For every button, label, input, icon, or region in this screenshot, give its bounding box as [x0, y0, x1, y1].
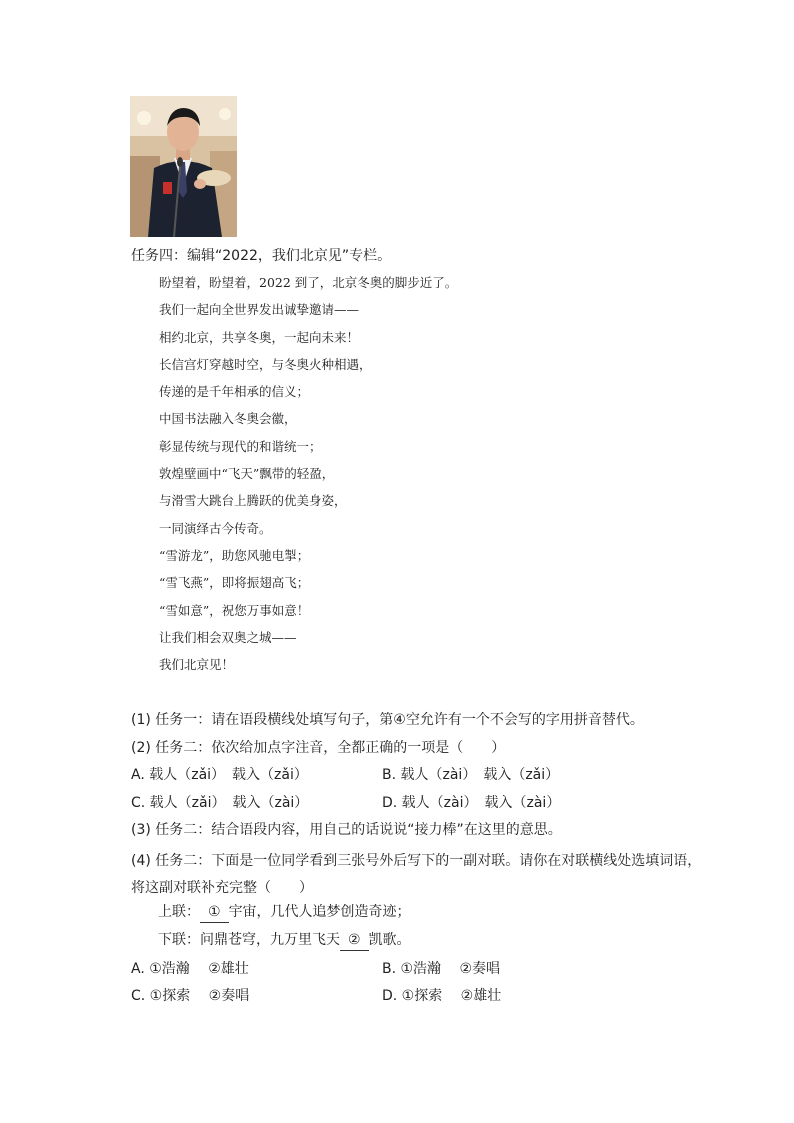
- poem-line: 相约北京，共享冬奥，一起向未来！: [159, 329, 360, 345]
- couplet-upper-prefix: 上联：: [158, 903, 200, 920]
- poem-line: “雪如意”，祝您万事如意！: [159, 602, 310, 618]
- poem-line: 与滑雪大跳台上腾跃的优美身姿，: [159, 493, 347, 509]
- poem-line: 盼望着，盼望着，2022 到了，北京冬奥的脚步近了。: [159, 275, 458, 290]
- poem-line: 一同演绎古今传奇。: [159, 520, 272, 536]
- couplet-lower-prefix: 下联：问鼎苍穹，九万里飞天: [158, 932, 340, 948]
- poem-line: 我们一起向全世界发出诚挚邀请——: [159, 302, 360, 318]
- question-1: (1) 任务一：请在语段横线处填写句子，第④空允许有一个不会写的字用拼音替代。: [131, 712, 644, 728]
- question-2-stem: (2) 任务二：依次给加点字注音，全都正确的一项是（ ）: [131, 739, 506, 756]
- option-c[interactable]: C. ①探索 ②奏唱: [131, 988, 250, 1004]
- poem-line: “雪飞燕”，即将振翅高飞；: [159, 575, 310, 591]
- option-b[interactable]: B. 载人（zài） 载入（zǎi）: [382, 767, 560, 783]
- task4-title: 任务四：编辑“2022，我们北京见”专栏。: [131, 248, 392, 264]
- poem-line: 传递的是千年相承的信义；: [159, 384, 310, 400]
- poem-line: 敦煌壁画中“飞天”飘带的轻盈，: [159, 466, 335, 482]
- couplet-upper-rest: 宇宙，几代人追梦创造奇迹；: [228, 903, 411, 920]
- option-a[interactable]: A. 载人（zǎi） 载入（zǎi）: [131, 767, 308, 783]
- poem-line: 中国书法融入冬奥会徽，: [159, 411, 297, 427]
- poem-line: 我们北京见！: [159, 657, 235, 673]
- question-4-options-row: [131, 959, 711, 979]
- couplet-blank-2[interactable]: ②: [340, 930, 369, 951]
- questions-block: [131, 710, 711, 1014]
- poem-block: [159, 273, 519, 682]
- option-d[interactable]: D. ①探索 ②雄壮: [382, 988, 502, 1004]
- option-d[interactable]: D. 载人（zài） 载入（zài）: [382, 794, 561, 811]
- poem-line: 让我们相会双奥之城——: [159, 629, 297, 645]
- poem-line: 长信宫灯穿越时空，与冬奥火种相遇，: [159, 356, 372, 372]
- couplet-lower: [131, 930, 711, 951]
- option-a[interactable]: A. ①浩瀚 ②雄壮: [131, 960, 249, 977]
- question-4-options-row: [131, 986, 711, 1006]
- option-c[interactable]: C. 载人（zǎi） 载入（zài）: [131, 794, 309, 811]
- question-4-stem: (4) 任务二：下面是一位同学看到三张号外后写下的一副对联。请你在对联横线处选填词语，将这副对联补充完整（ ）: [131, 852, 702, 896]
- poem-line: “雪游龙”，助您风驰电掣；: [159, 547, 310, 563]
- question-3: (3) 任务二：结合语段内容，用自己的话说说“接力棒”在这里的意思。: [131, 822, 562, 838]
- poem-line: 彰显传统与现代的和谐统一；: [159, 438, 322, 454]
- speaker-photo: [130, 96, 237, 237]
- question-2-options-row: [131, 793, 711, 813]
- couplet-lower-rest: 凯歌。: [368, 932, 411, 948]
- couplet-upper: [131, 902, 711, 923]
- speaker-illustration: [130, 96, 237, 237]
- option-b[interactable]: B. ①浩瀚 ②奏唱: [382, 960, 501, 977]
- question-2-options-row: [131, 765, 711, 785]
- couplet-blank-1[interactable]: ①: [200, 902, 229, 923]
